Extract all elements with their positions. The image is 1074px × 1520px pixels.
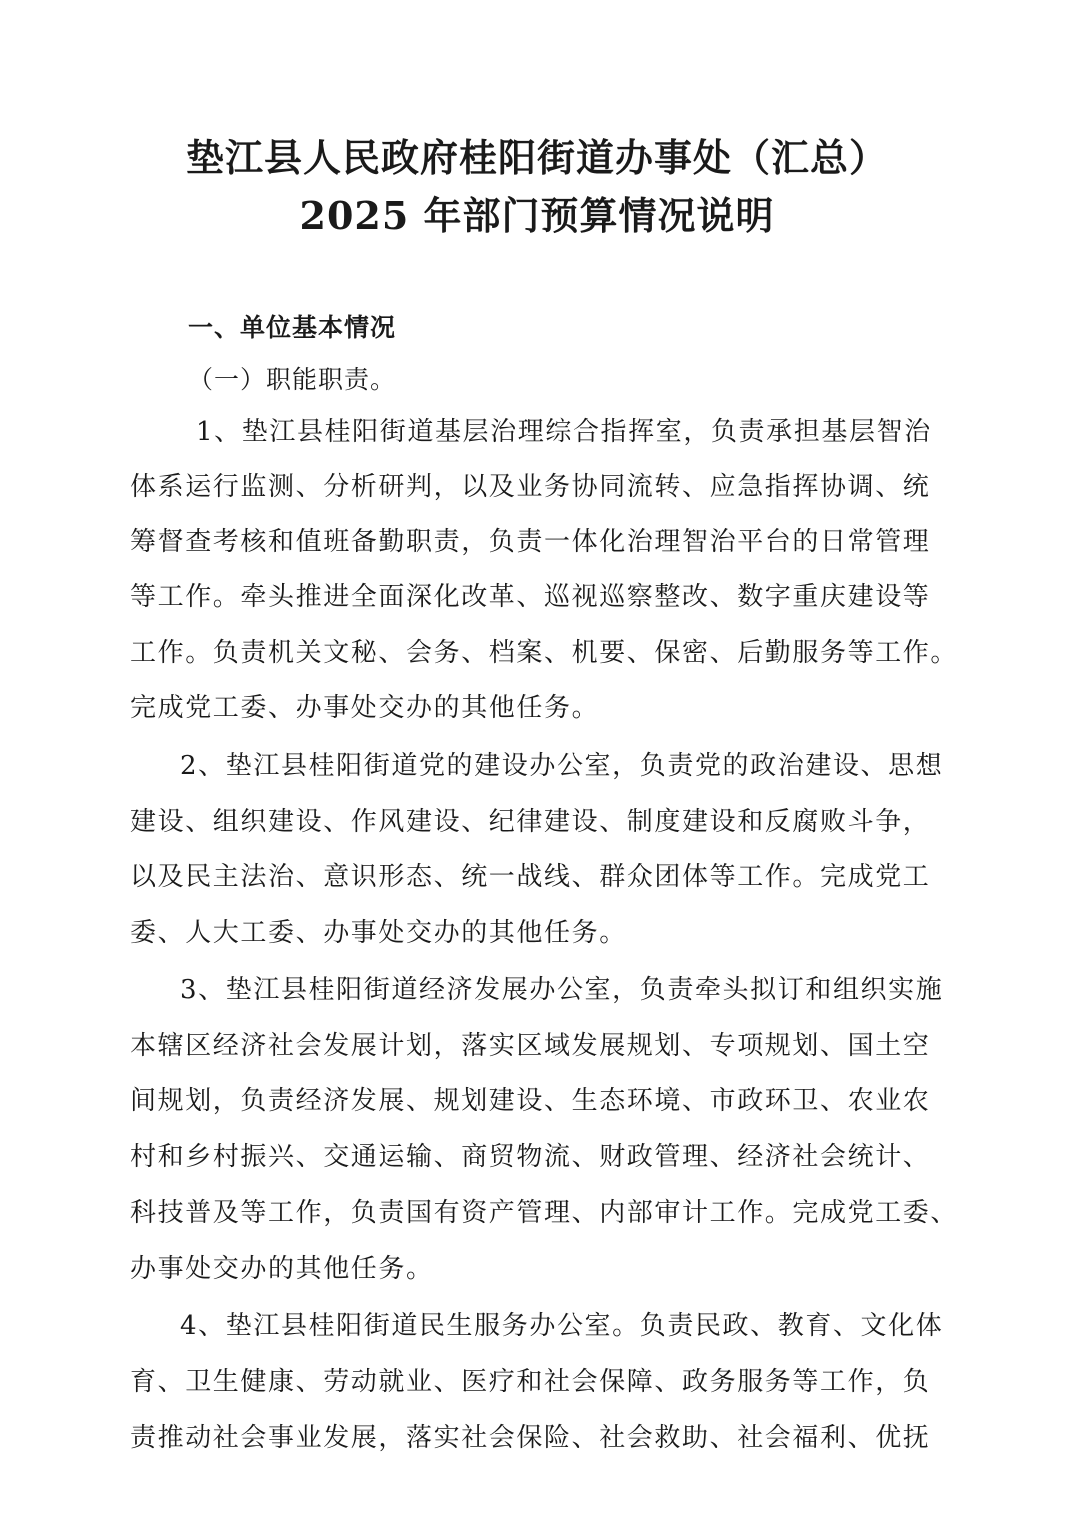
paragraph-line: 委、人大工委、办事处交办的其他任务。 [130,918,627,948]
paragraph-line: 1、垫江县桂阳街道基层治理综合指挥室，负责承担基层智治 [196,417,932,447]
paragraph-line: 育、卫生健康、劳动就业、医疗和社会保障、政务服务等工作，负 [130,1367,931,1397]
section-heading: 一、单位基本情况 [188,313,397,342]
paragraph-line: 建设、组织建设、作风建设、纪律建设、制度建设和反腐败斗争， [130,807,931,837]
document-title-line2: 2025 年部门预算情况说明 [299,193,775,238]
paragraph-line: 2、垫江县桂阳街道党的建设办公室，负责党的政治建设、思想 [180,751,944,781]
paragraph-line: 村和乡村振兴、交通运输、商贸物流、财政管理、经济社会统计、 [130,1142,931,1172]
paragraph-line: 筹督查考核和值班备勤职责，负责一体化治理智治平台的日常管理 [130,527,931,557]
paragraph-line: 3、垫江县桂阳街道经济发展办公室，负责牵头拟订和组织实施 [180,975,944,1005]
paragraph-line: 责推动社会事业发展，落实社会保险、社会救助、社会福利、优抚 [130,1423,931,1453]
paragraph-line: 4、垫江县桂阳街道民生服务办公室。负责民政、教育、文化体 [180,1311,944,1341]
paragraph-line: 科技普及等工作，负责国有资产管理、内部审计工作。完成党工委、 [130,1198,959,1228]
paragraph-line: 以及民主法治、意识形态、统一战线、群众团体等工作。完成党工 [130,862,931,892]
subsection-heading: （一）职能职责。 [188,365,397,394]
paragraph-line: 本辖区经济社会发展计划，落实区域发展规划、专项规划、国土空 [130,1031,931,1061]
paragraph-line: 等工作。牵头推进全面深化改革、巡视巡察整改、数字重庆建设等 [130,582,931,612]
paragraph-line: 办事处交办的其他任务。 [130,1254,434,1284]
paragraph-line: 工作。负责机关文秘、会务、档案、机要、保密、后勤服务等工作。 [130,638,959,668]
paragraph-line: 间规划，负责经济发展、规划建设、生态环境、市政环卫、农业农 [130,1086,931,1116]
paragraph-line: 完成党工委、办事处交办的其他任务。 [130,693,600,723]
document-title-line1: 垫江县人民政府桂阳街道办事处（汇总） [185,135,888,180]
paragraph-line: 体系运行监测、分析研判，以及业务协同流转、应急指挥协调、统 [130,472,931,502]
